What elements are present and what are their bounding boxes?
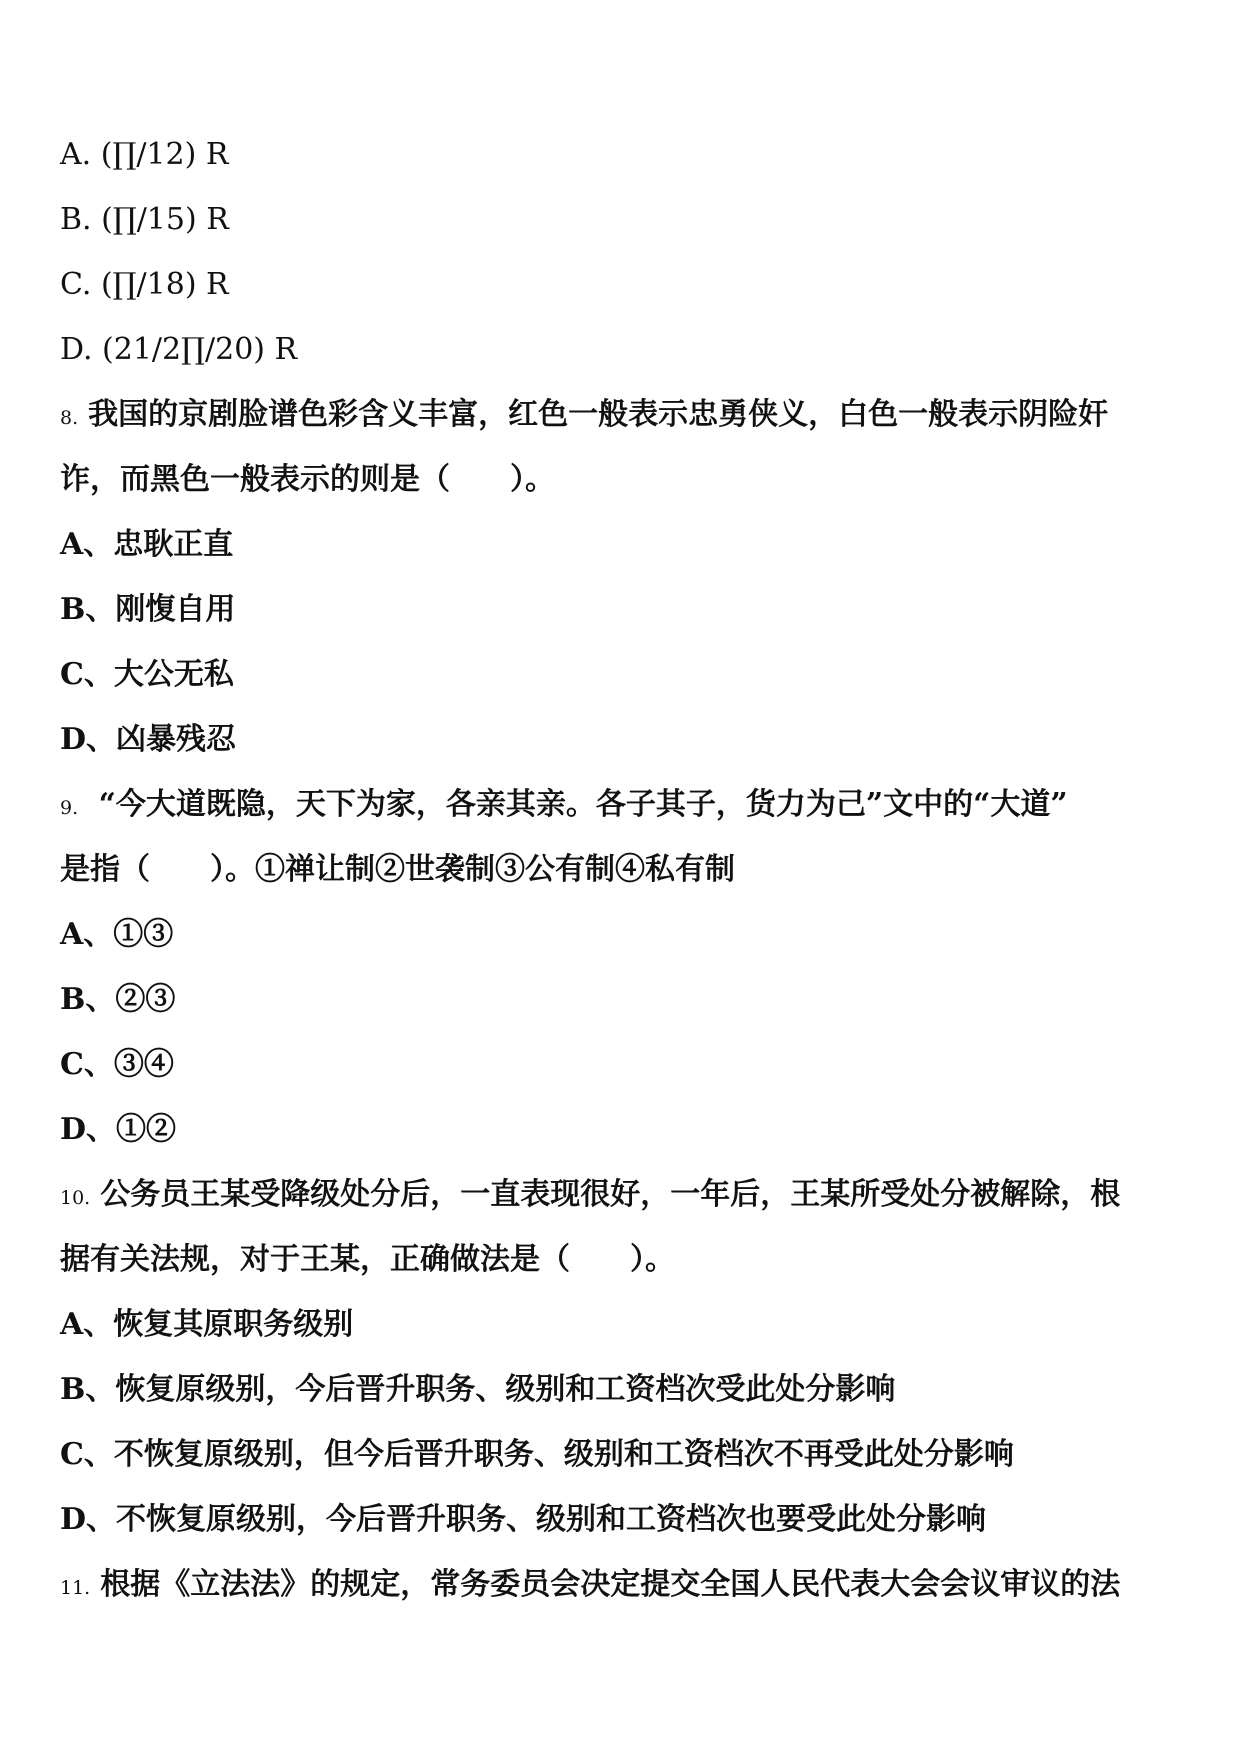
q7-option-b: B. (∏/15) R <box>60 202 229 237</box>
q10-option-b: B、恢复原级别，今后晋升职务、级别和工资档次受此处分影响 <box>60 1372 896 1407</box>
q10-option-a: A、恢复其原职务级别 <box>60 1307 354 1342</box>
q11-stem-text: 根据《立法法》的规定，常务委员会决定提交全国人民代表大会会议审议的法 <box>100 1567 1121 1602</box>
q9-stem-text: “今大道既隐，天下为家，各亲其亲。各子其子，货力为己”文中的“大道” <box>88 787 1068 822</box>
q11-number: 11. <box>60 1577 91 1599</box>
q8-option-d: D、凶暴残忍 <box>60 722 237 757</box>
q8-option-b: B、刚愎自用 <box>60 592 236 627</box>
q9-option-c: C、③④ <box>60 1047 174 1082</box>
q9-option-a: A、①③ <box>60 917 174 952</box>
q7-option-c: C. (∏/18) R <box>60 267 229 302</box>
q10-stem-line2: 据有关法规，对于王某，正确做法是（ ）。 <box>60 1242 675 1277</box>
q8-stem-line2: 诈，而黑色一般表示的则是（ ）。 <box>60 462 555 497</box>
q7-option-a: A. (∏/12) R <box>60 137 229 172</box>
q9-stem-line1 <box>60 785 1190 828</box>
q10-stem-line1 <box>60 1175 1190 1218</box>
q9-option-d: D、①② <box>60 1112 177 1147</box>
q8-number: 8. <box>60 407 79 429</box>
q11-stem-line1 <box>60 1565 1190 1608</box>
q8-option-c: C、大公无私 <box>60 657 234 692</box>
q9-number: 9. <box>60 797 79 819</box>
q9-option-b: B、②③ <box>60 982 176 1017</box>
q10-option-c: C、不恢复原级别，但今后晋升职务、级别和工资档次不再受此处分影响 <box>60 1437 1014 1472</box>
q10-number: 10. <box>60 1187 91 1209</box>
q7-option-d: D. (21/2∏/20) R <box>60 332 298 367</box>
q10-stem-text: 公务员王某受降级处分后，一直表现很好，一年后，王某所受处分被解除，根 <box>100 1177 1121 1212</box>
q8-stem-line1 <box>60 395 1190 438</box>
q10-option-d: D、不恢复原级别，今后晋升职务、级别和工资档次也要受此处分影响 <box>60 1502 987 1537</box>
q8-option-a: A、忠耿正直 <box>60 527 234 562</box>
q8-stem-text: 我国的京剧脸谱色彩含义丰富，红色一般表示忠勇侠义，白色一般表示阴险奸 <box>88 397 1109 432</box>
q9-stem-line2: 是指（ ）。①禅让制②世袭制③公有制④私有制 <box>60 852 735 887</box>
